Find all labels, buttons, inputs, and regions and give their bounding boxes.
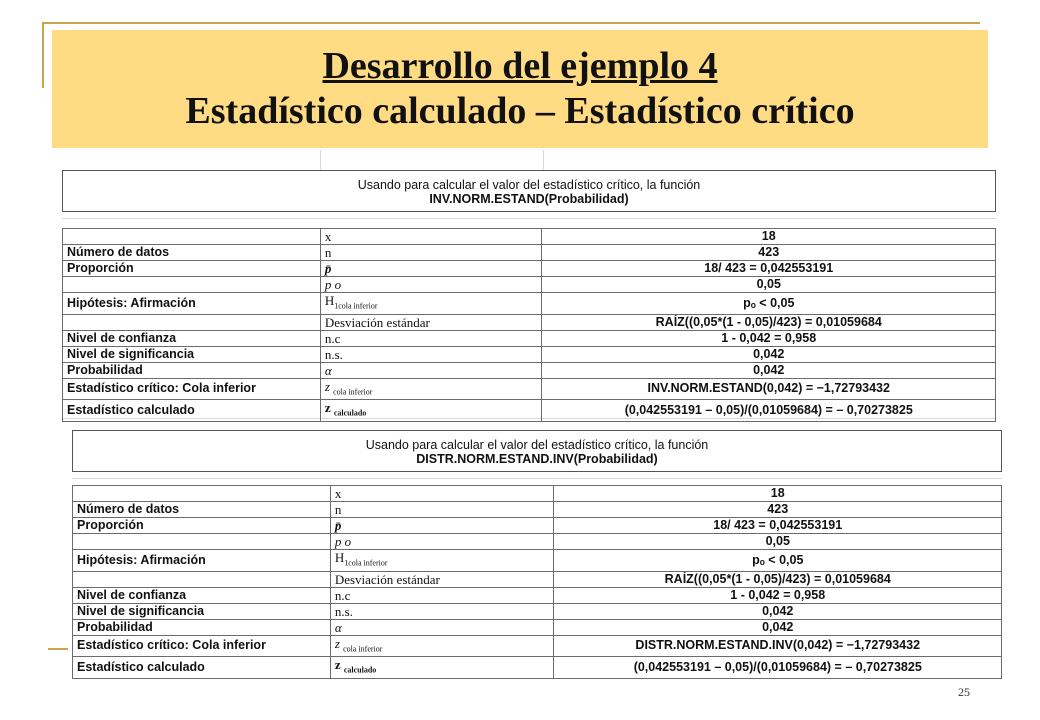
row-symbol — [320, 293, 542, 315]
row-symbol: n.c — [320, 330, 542, 346]
symbol-base: H — [324, 293, 335, 308]
table1 — [62, 228, 996, 422]
sheet-gridline — [320, 150, 321, 170]
row-value: RAÍZ((0,05*(1 - 0,05)/423) = 0,01059684 — [542, 314, 996, 330]
row-value: 0,042 — [554, 619, 1002, 635]
row-value: INV.NORM.ESTAND(0,042) = −1,72793432 — [542, 378, 996, 400]
row-value: 0,042 — [542, 346, 996, 362]
row-value: 1 - 0,042 = 0,958 — [554, 587, 1002, 603]
row-symbol: p̄ — [320, 261, 542, 277]
row-symbol: n.s. — [330, 603, 554, 619]
table2 — [72, 485, 1002, 679]
table-row — [63, 293, 996, 315]
page-number: 25 — [958, 685, 970, 699]
row-value: 18 — [554, 486, 1002, 502]
row-value: (0,042553191 – 0,05)/(0,01059684) = – 0,70273825 — [542, 400, 996, 422]
row-value: 0,042 — [554, 603, 1002, 619]
row-label — [63, 314, 321, 330]
row-label: Proporción — [63, 261, 321, 277]
row-symbol: α — [320, 362, 542, 378]
row-symbol — [330, 657, 554, 679]
table-row — [63, 362, 996, 378]
table1-header — [62, 170, 996, 212]
row-label: Probabilidad — [63, 362, 321, 378]
symbol-subscript: 1cola inferior — [344, 558, 388, 568]
row-symbol: p o — [320, 277, 542, 293]
symbol-subscript: 1cola inferior — [334, 301, 378, 311]
table-row — [73, 571, 1002, 587]
row-symbol — [320, 400, 542, 422]
table-row — [73, 502, 1002, 518]
row-label — [73, 534, 331, 550]
table-row — [73, 635, 1002, 657]
row-value: 0,042 — [542, 362, 996, 378]
row-symbol — [320, 378, 542, 400]
row-label: Nivel de significancia — [73, 603, 331, 619]
row-value: 423 — [542, 245, 996, 261]
row-value: 0,05 — [542, 277, 996, 293]
symbol-base: H — [334, 550, 345, 565]
row-label: Número de datos — [73, 502, 331, 518]
row-symbol: Desviación estándar — [320, 314, 542, 330]
row-label: Proporción — [73, 518, 331, 534]
table-row — [63, 261, 996, 277]
table2-function-name: DISTR.NORM.ESTAND.INV(Probabilidad) — [416, 452, 658, 466]
row-value: 18/ 423 = 0,042553191 — [554, 518, 1002, 534]
row-symbol — [330, 635, 554, 657]
table-row — [73, 550, 1002, 572]
symbol-subscript: cola inferior — [343, 644, 383, 654]
row-symbol: x — [330, 486, 554, 502]
table-row — [63, 229, 996, 245]
table-row — [73, 486, 1002, 502]
row-label — [63, 229, 321, 245]
table-row — [63, 314, 996, 330]
row-value: pₒ < 0,05 — [542, 293, 996, 315]
row-label: Estadístico crítico: Cola inferior — [63, 378, 321, 400]
accent-line-left — [42, 22, 44, 88]
accent-line-bottom — [48, 648, 68, 650]
row-value: 1 - 0,042 = 0,958 — [542, 330, 996, 346]
row-label: Estadístico calculado — [63, 400, 321, 422]
symbol-base: z — [334, 635, 340, 651]
row-symbol: n.s. — [320, 346, 542, 362]
row-label: Número de datos — [63, 245, 321, 261]
row-label — [73, 486, 331, 502]
table-row — [63, 330, 996, 346]
row-label — [63, 277, 321, 293]
table-row — [63, 346, 996, 362]
table-row — [73, 587, 1002, 603]
row-label: Nivel de significancia — [63, 346, 321, 362]
row-symbol: α — [330, 619, 554, 635]
table1-header-line1: Usando para calcular el valor del estadístico crítico, la función — [357, 178, 701, 192]
symbol-subscript: calculado — [343, 665, 377, 675]
table-row — [63, 378, 996, 400]
row-label — [73, 571, 331, 587]
symbol-base: z — [324, 400, 331, 416]
sheet-gridline — [72, 478, 1002, 479]
row-value: DISTR.NORM.ESTAND.INV(0,042) = −1,72793432 — [554, 635, 1002, 657]
symbol-subscript: cola inferior — [333, 387, 373, 397]
slide-title-box — [52, 30, 988, 148]
row-value: RAÍZ((0,05*(1 - 0,05)/423) = 0,01059684 — [554, 571, 1002, 587]
row-symbol: Desviación estándar — [330, 571, 554, 587]
row-value: 423 — [554, 502, 1002, 518]
row-label: Nivel de confianza — [63, 330, 321, 346]
row-label: Estadístico calculado — [73, 657, 331, 679]
table-row — [63, 277, 996, 293]
table-row — [73, 534, 1002, 550]
row-value: 0,05 — [554, 534, 1002, 550]
table-row — [73, 657, 1002, 679]
row-label: Estadístico crítico: Cola inferior — [73, 635, 331, 657]
table-row — [63, 400, 996, 422]
table2-header-line1: Usando para calcular el valor del estadístico crítico, la función — [365, 438, 709, 452]
row-value: 18/ 423 = 0,042553191 — [542, 261, 996, 277]
row-value: 18 — [542, 229, 996, 245]
row-label: Hipótesis: Afirmación — [63, 293, 321, 315]
table-row — [73, 603, 1002, 619]
row-symbol: n — [330, 502, 554, 518]
row-label: Probabilidad — [73, 619, 331, 635]
slide-subtitle: Estadístico calculado – Estadístico crítico — [185, 90, 855, 132]
row-symbol: n.c — [330, 587, 554, 603]
row-value: pₒ < 0,05 — [554, 550, 1002, 572]
accent-line-top — [42, 22, 980, 24]
symbol-subscript: calculado — [333, 408, 367, 418]
slide-title: Desarrollo del ejemplo 4 — [322, 45, 718, 87]
sheet-gridline — [62, 218, 996, 219]
symbol-base: z — [334, 657, 341, 673]
row-symbol: x — [320, 229, 542, 245]
row-value: (0,042553191 – 0,05)/(0,01059684) = – 0,70273825 — [554, 657, 1002, 679]
table2-header — [72, 430, 1002, 472]
row-symbol: p o — [330, 534, 554, 550]
table1-function-name: INV.NORM.ESTAND(Probabilidad) — [429, 192, 629, 206]
row-label: Hipótesis: Afirmación — [73, 550, 331, 572]
row-symbol: n — [320, 245, 542, 261]
table-row — [73, 518, 1002, 534]
symbol-base: z — [324, 378, 330, 394]
row-symbol: p̄ — [330, 518, 554, 534]
sheet-gridline — [543, 150, 544, 170]
row-label: Nivel de confianza — [73, 587, 331, 603]
table-row — [63, 245, 996, 261]
table-row — [73, 619, 1002, 635]
row-symbol — [330, 550, 554, 572]
